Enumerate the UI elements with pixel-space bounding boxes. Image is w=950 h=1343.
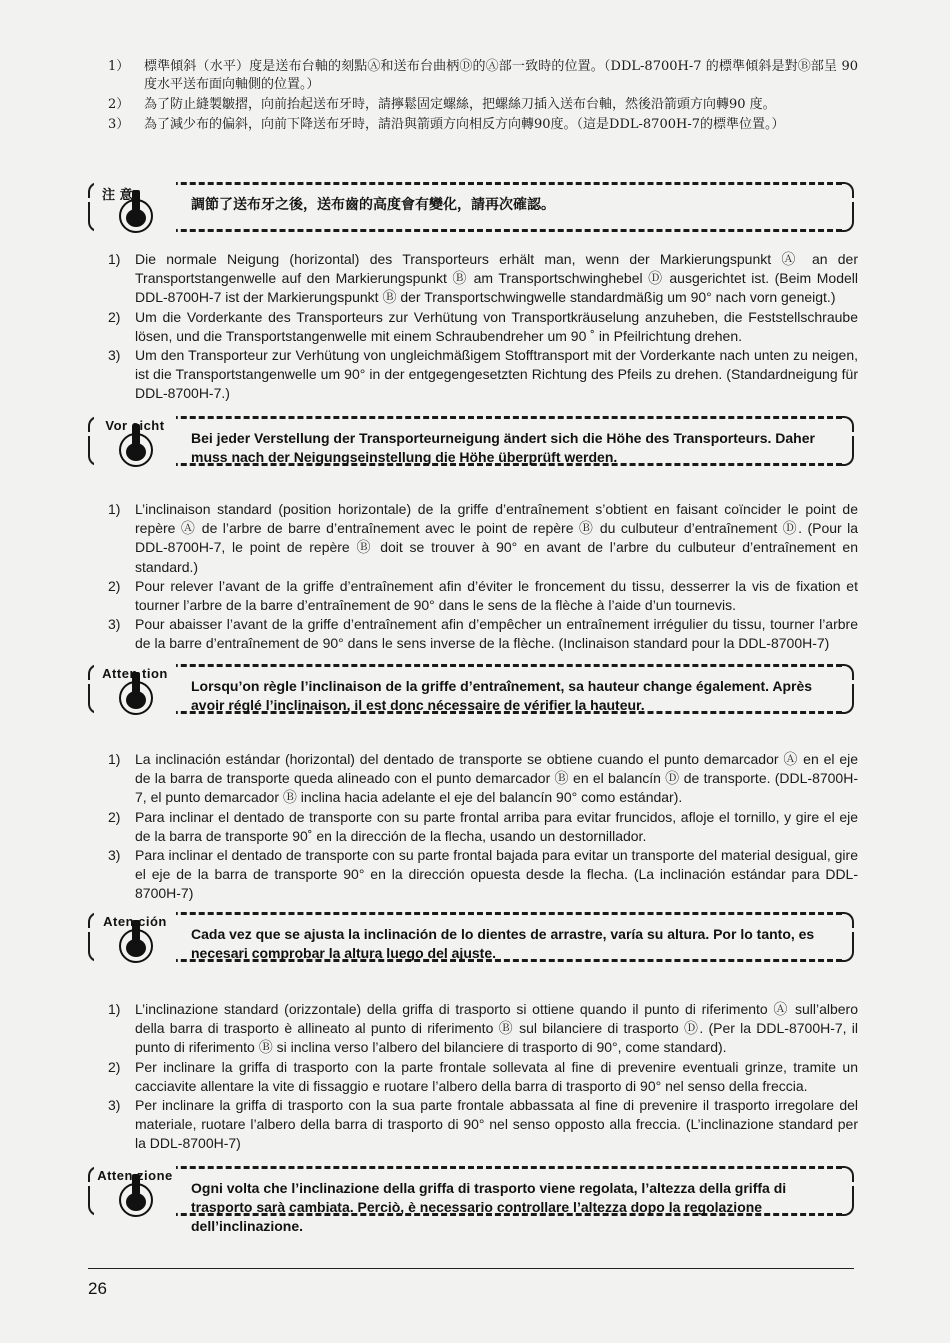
list-item: 1) L’inclinaison standard (position horizontale) de la griffe d’entraînement s’obtient en faisant coïncider le point de repère Ⓐ de l’arbre de barre d’entraînement avec le point de repère Ⓑ du culbuteur d’entraînement Ⓓ. (Pour la DDL-8700H-7, le point de repère Ⓑ doit se trouver à 90° en avant de l’arbre du culbuteur d’entraînement en standard.) (108, 501, 858, 575)
caution-box-spanish (88, 906, 854, 968)
caution-hand-icon (94, 1166, 176, 1218)
list-item: 2） 為了防止縫製皺摺，向前抬起送布牙時，請擰鬆固定螺絲，把螺絲刀插入送布台軸，然後沿箭頭方向轉90 度。 (108, 97, 776, 112)
caution-text: Lorsqu’on règle l’inclinaison de la griffe d’entraînement, sa hauteur change également. Après avoir réglé l’inclinaison, il est donc nécessaire de vérifier la hauteur. (191, 678, 813, 713)
section-french (108, 500, 858, 654)
caution-text: Bei jeder Verstellung der Transporteurneigung ändert sich die Höhe des Transporteurs. Daher muss nach der Neigungseinstellung die Höhe überprüft werden. (191, 430, 815, 465)
caution-box-italian (88, 1160, 854, 1234)
caution-hand-icon (94, 912, 176, 964)
caution-label: Atten zione (97, 1168, 173, 1183)
list-item: 3) Per inclinare la griffa di trasporto con la sua parte frontale abbassata al fine di prevenire il trasporto irregolare del materiale, ruotare l’albero della barra di trasporto di 90° nel senso opposto alla freccia. (L’inclinazione standard per la DDL-8700H-7) (108, 1097, 858, 1152)
page-number: 26 (88, 1279, 107, 1298)
caution-hand-icon (94, 664, 176, 716)
caution-label: Atten tion (102, 666, 168, 681)
caution-hand-icon (94, 182, 176, 234)
list-item: 3） 為了減少布的偏斜，向前下降送布牙時，請沿與箭頭方向相反方向轉90度。（這是DDL-8700H-7的標準位置。） (108, 117, 785, 132)
list-item: 3) Um den Transporteur zur Verhütung von ungleichmäßigem Stofftransport mit der Vorderkante nach unten zu neigen, ist die Transportstangenwelle um 90° in der entgegengesetzten Richtung des Pfeils zu drehen. (Standardneigung für DDL-8700H-7.) (108, 347, 858, 402)
caution-text: Ogni volta che l’inclinazione della griffa di trasporto viene regolata, l’altezza della griffa di trasporto sarà cambiata. Perciò, è necessario controllare l’altezza dopo la regolazione dell’inclinazione. (191, 1180, 787, 1234)
list-item: 2) Um die Vorderkante des Transporteurs zur Verhütung von Transportkräuselung anzuheben, die Feststellschraube lösen, und die Transportstangenwelle mit einem Schraubendreher um 90 ˚ in Pfeilrichtung drehen. (108, 308, 858, 344)
list-item: 1) Die normale Neigung (horizontal) des Transporteurs erhält man, wenn der Markierungspunkt Ⓐ an der Transportstangenwelle auf den Markierungspunkt Ⓑ am Transportschwinghebel Ⓓ ausgerichtet ist. (Beim Modell DDL-8700H-7 ist der Markierungspunkt Ⓑ der Transportschwingwelle standardmäßig um 90° nach vorn geneigt.) (108, 251, 858, 306)
caution-label: 注 意 (102, 187, 134, 202)
caution-label: Aten ción (103, 914, 167, 929)
caution-label: Vor sicht (105, 418, 165, 433)
caution-box-french (88, 658, 854, 720)
list-item: 2) Per inclinare la griffa di trasporto con la parte frontale sollevata al fine di prevenire eventuali grinze, tramite un cacciavite allentare la vite di fissaggio e ruotare l’albero della barra di trasporto di 90° nel senso della freccia. (108, 1058, 858, 1094)
caution-box-chinese (88, 176, 854, 238)
list-item: 3) Para inclinar el dentado de transporte con su parte frontal bajada para evitar un transporte del material desigual, gire el eje de la barra de transporte 90° en la dirección opuesta desde la flecha. (La inclinación estándar para DDL-8700H-7) (108, 847, 858, 902)
caution-text: Cada vez que se ajusta la inclinación de lo dientes de arrastre, varía su altura. Por lo tanto, es necesari comprobar la altura luego del ajuste. (191, 926, 815, 961)
section-spanish (108, 750, 858, 904)
list-item: 1) La inclinación estándar (horizontal) del dentado de transporte se obtiene cuando el punto demarcador Ⓐ en el eje de la barra de transporte queda alineado con el punto demarcador Ⓑ en el balancín Ⓓ de transporte. (DDL-8700H-7, el punto demarcador Ⓑ inclina hacia adelante el eje del balancín 90° como estándar). (108, 751, 858, 806)
list-item: 1） 標準傾斜（水平）度是送布台軸的刻點Ⓐ和送布台曲柄Ⓓ的Ⓐ部一致時的位置。（DDL-8700H-7 的標準傾斜是對Ⓑ部呈 90 度水平送布面向軸側的位置。） (108, 59, 858, 92)
list-item: 1) L’inclinazione standard (orizzontale) della griffa di trasporto si ottiene quando il punto di riferimento Ⓐ sull’albero della barra di trasporto è allineato al punto di riferimento Ⓑ sul bilanciere di trasporto Ⓓ. (Per la DDL-8700H-7, il punto di riferimento Ⓑ si inclina verso l’albero del bilanciere di trasporto di 90°, come standard). (108, 1001, 858, 1056)
caution-box-german (88, 410, 854, 472)
caution-text: 調節了送布牙之後，送布齒的高度會有變化，請再次確認。 (191, 197, 555, 213)
list-item: 2) Para inclinar el dentado de transporte con su parte frontal arriba para evitar fruncidos, afloje el tornillo, y gire el eje de la barra de transporte 90˚ en la dirección de la flecha, usando un destornillador. (108, 808, 858, 844)
section-german (108, 250, 858, 404)
section-chinese (108, 58, 858, 134)
list-item: 3) Pour abaisser l’avant de la griffe d’entraînement afin d’empêcher un entraînement irrégulier du tissu, tourner l’arbre de la barre d’entraînement de 90° dans le sens inverse de la flèche. (Inclinaison standard pour la DDL-8700H-7) (108, 616, 858, 652)
caution-hand-icon (94, 416, 176, 468)
footer-divider (88, 1268, 854, 1269)
section-italian (108, 1000, 858, 1154)
list-item: 2) Pour relever l’avant de la griffe d’entraînement afin d’éviter le froncement du tissu, desserrer la vis de fixation et tourner l’arbre de la barre d’entraînement de 90° dans le sens de la flèche à l’aide d’un tournevis. (108, 577, 858, 614)
